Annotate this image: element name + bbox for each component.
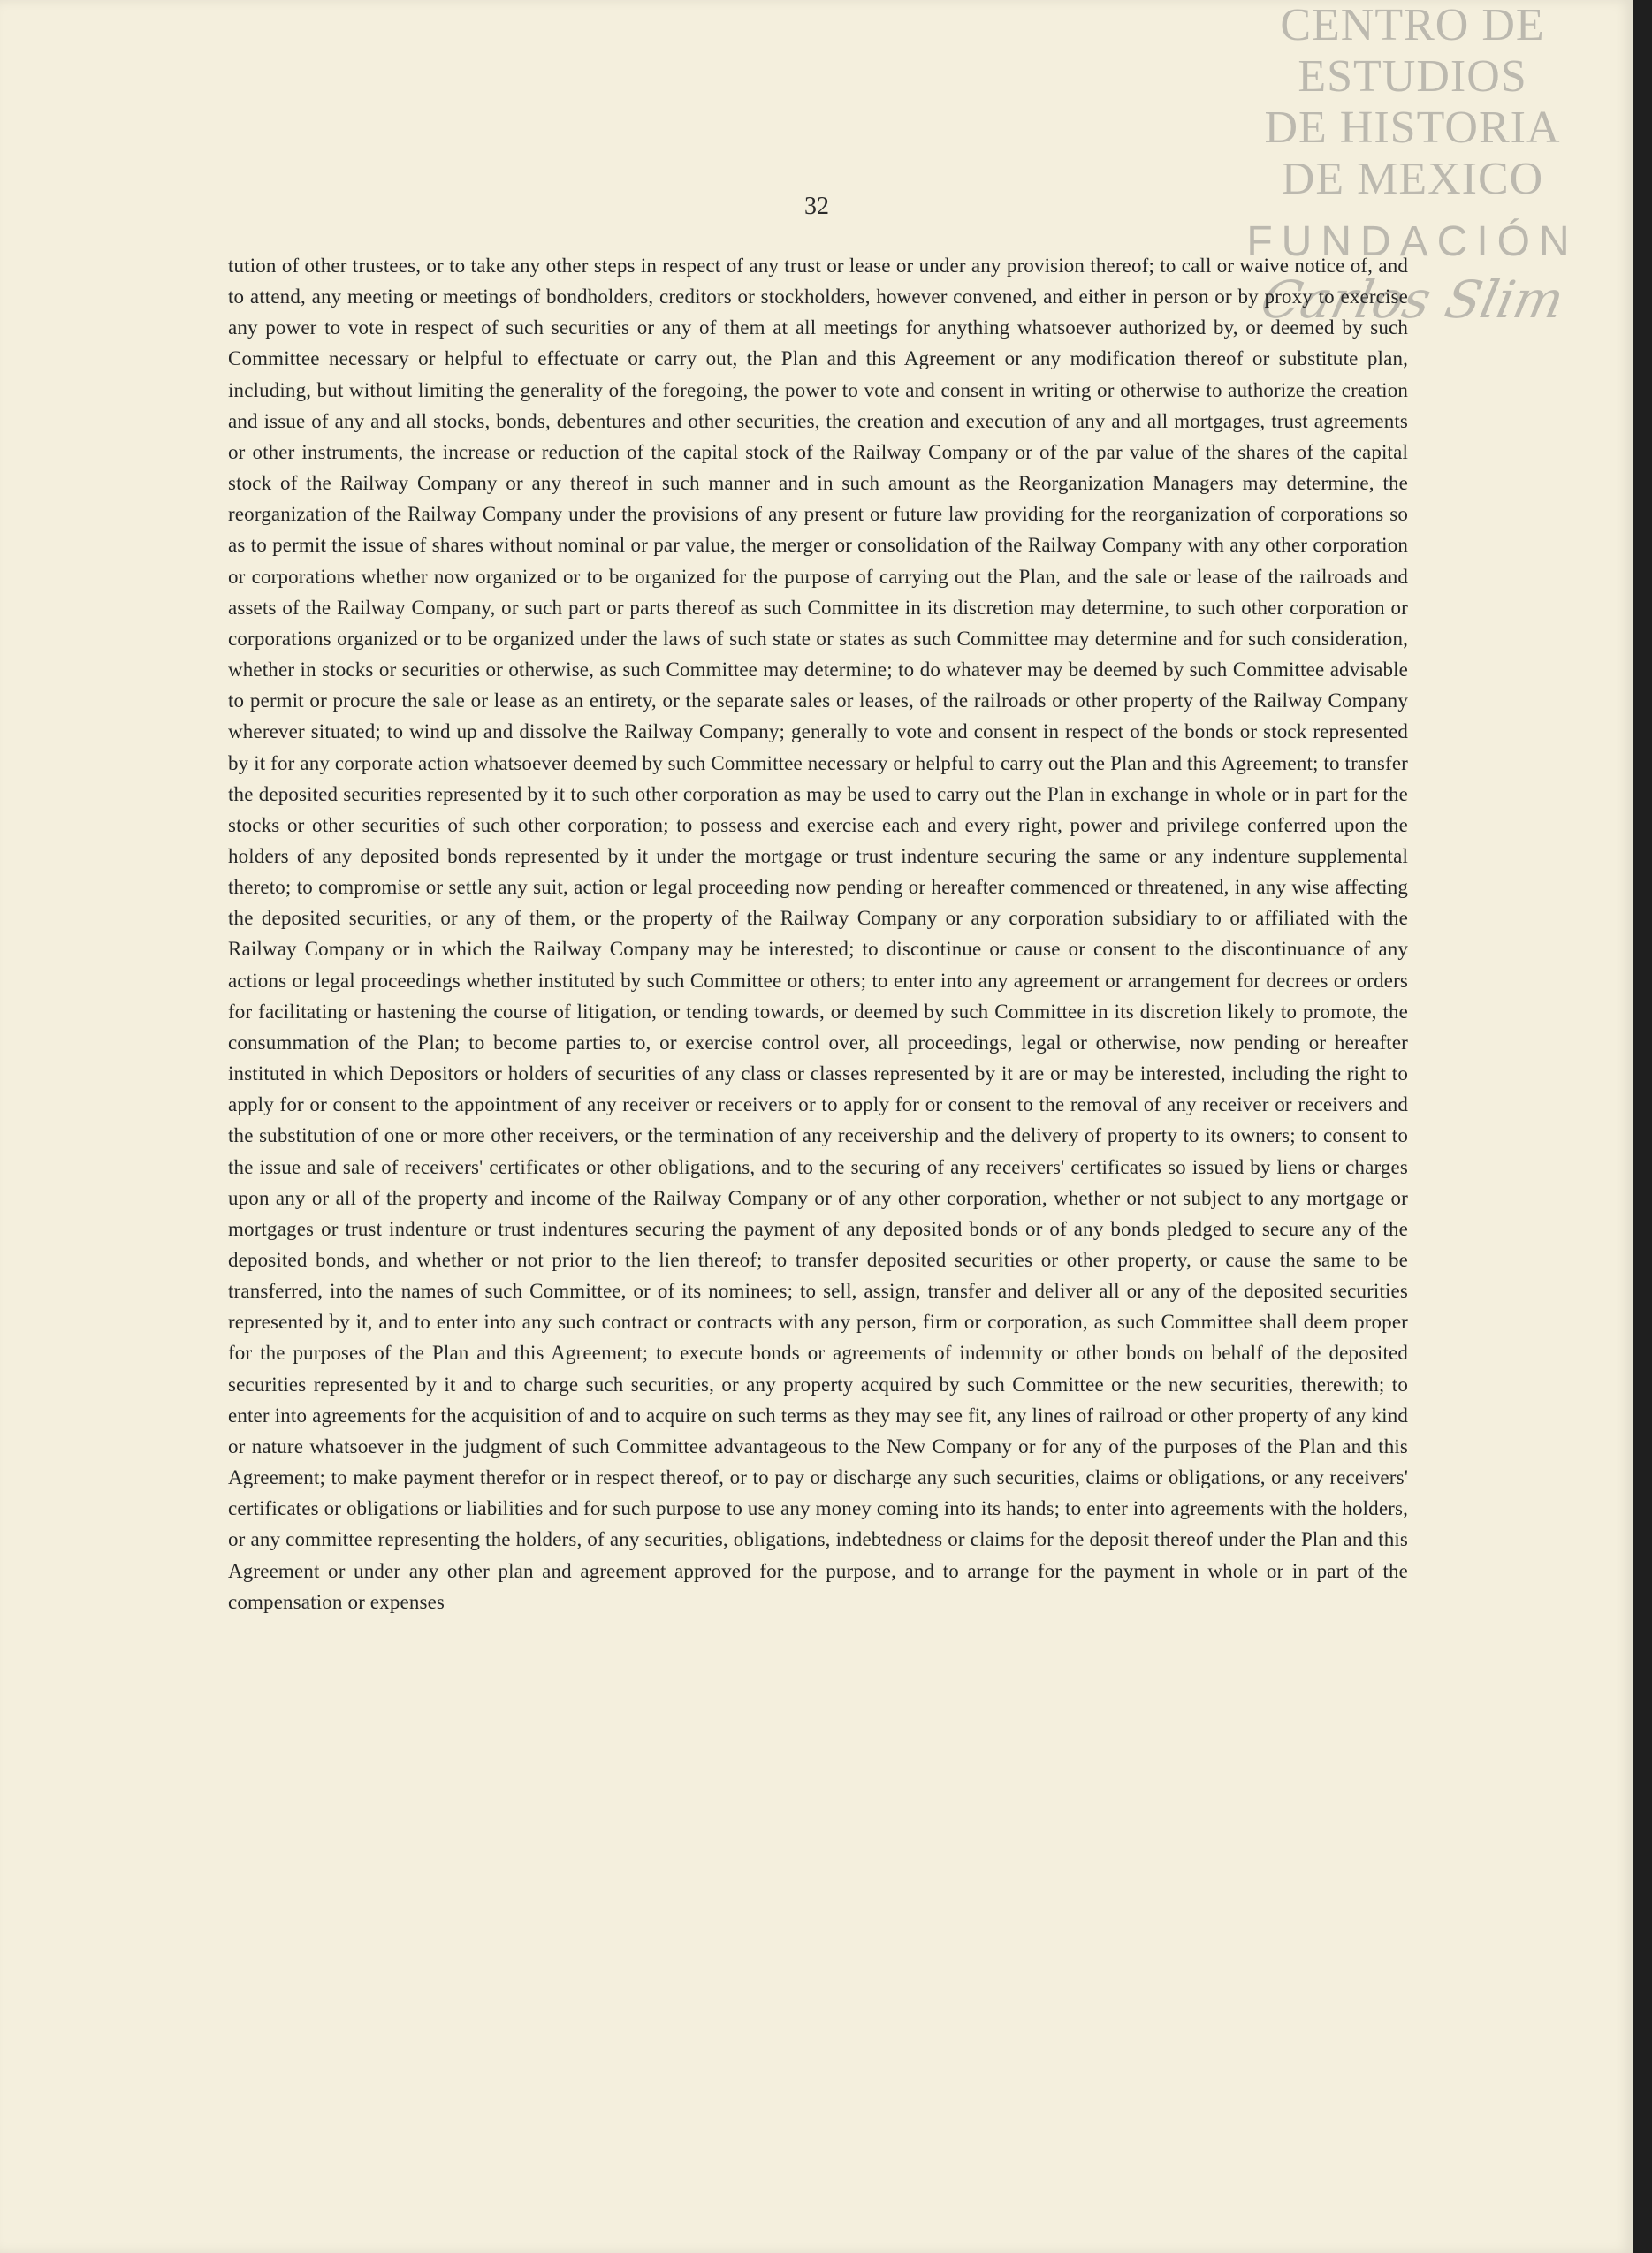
watermark-line-3: DE HISTORIA xyxy=(1264,103,1561,153)
watermark-line-2: ESTUDIOS xyxy=(1298,51,1527,102)
scan-edge xyxy=(1633,0,1652,2253)
watermark-line-1: CENTRO DE xyxy=(1280,0,1545,50)
watermark-signature: Carlos Slim xyxy=(1255,270,1570,330)
body-paragraph: tution of other trustees, or to take any other steps in respect of any trust or lease or under any provision thereof; to call or waive notice of, and to attend, any meeting or meetings of bondholders, creditors or stockholders, however convened, and either in person or by proxy to exercise any power to vote in respect of such securities or any of them at all meetings for anything whatsoever authorized by, or deemed by such Committee necessary or helpful to effectuate or carry out, the Plan and this Agreement or any modification thereof or substitute plan, including, but without limiting the generality of the foregoing, the power to vote and consent in writing or otherwise to authorize the creation and issue of any and all stocks, bonds, debentures and other securities, the creation and execution of any and all mortgages, trust agreements or other instruments, the increase or reduction of the capital stock of the Railway Company or of the par value of the shares of the capital stock of the Railway Company or any thereof in such manner and in such amount as the Reorganization Managers may determine, the reorganization of the Railway Company under the provisions of any present or future law providing for the reorganization of corporations so as to permit the issue of shares without nominal or par value, the merger or consolidation of the Railway Company with any other corporation or corporations whether now organized or to be organized for the purpose of carrying out the Plan, and the sale or lease of the railroads and assets of the Railway Company, or such part or parts thereof as such Committee in its discretion may determine, to such other corporation or corporations organized or to be organized under the laws of such state or states as such Committee may determine and for such consideration, whether in stocks or securities or otherwise, as such Committee may determine; to do whatever may be deemed by such Committee advisable to permit or procure the sale or lease as an entirety, or the separate sales or leases, of the railroads or other property of the Railway Company wherever situated; to wind up and dissolve the Railway Company; generally to vote and consent in respect of the bonds or stock represented by it for any corporate action whatsoever deemed by such Committee necessary or helpful to carry out the Plan and this Agreement; to transfer the deposited securities represented by it to such other corporation as may be used to carry out the Plan in exchange in whole or in part for the stocks or other securities of such other corporation; to possess and exercise each and every right, power and privilege conferred upon the holders of any deposited bonds represented by it under the mortgage or trust indenture securing the same or any indenture supplemental thereto; to compromise or settle any suit, action or legal proceeding now pending or hereafter commenced or threatened, in any wise affecting the deposited securities, or any of them, or the property of the Railway Company or any corporation subsidiary to or affiliated with the Railway Company or in which the Railway Company may be interested; to discontinue or cause or consent to the discontinuance of any actions or legal proceedings whether instituted by such Committee or others; to enter into any agreement or arrangement for decrees or orders for facilitating or hastening the course of litigation, or tending towards, or deemed by such Committee in its discretion likely to promote, the consummation of the Plan; to become parties to, or exercise control over, all proceedings, legal or otherwise, now pending or hereafter instituted in which Depositors or holders of securities of any class or classes represented by it are or may be interested, including the right to apply for or consent to the appointment of any receiver or receivers or to apply for or consent to the removal of any receiver or receivers and the substitution of one or more other receivers, or the termination of any receivership and the delivery of property to its owners; to consent to the issue and sale of receivers' certificates or other obligations, and to the securing of any receivers' certificates so issued by liens or charges upon any or all of the property and income of the Railway Company or of any other corporation, whether or not subject to any mortgage or mortgages or trust indenture or trust indentures securing the payment of any deposited bonds or of any bonds pledged to secure any of the deposited bonds, and whether or not prior to the lien thereof; to transfer deposited securities or other property, or cause the same to be transferred, into the names of such Committee, or of its nominees; to sell, assign, transfer and deliver all or any of the deposited securities represented by it, and to enter into any such contract or contracts with any person, firm or corporation, as such Committee shall deem proper for the purposes of the Plan and this Agreement; to execute bonds or agreements of indemnity or other bonds on behalf of the deposited securities represented by it and to charge such securities, or any property acquired by such Committee or the new securities, therewith; to enter into agreements for the acquisition of and to acquire on such terms as they may see fit, any lines of railroad or other property of any kind or nature whatsoever in the judgment of such Committee advantageous to the New Company or for any of the purposes of the Plan and this Agreement; to make payment therefor or in respect thereof, or to pay or discharge any such securities, claims or obligations, or any receivers' certificates or obligations or liabilities and for such purpose to use any money coming into its hands; to enter into agreements with the holders, or any committee representing the holders, of any securities, obligations, indebtedness or claims for the deposit thereof under the Plan and this Agreement or under any other plan and agreement approved for the purpose, and to arrange for the payment in whole or in part of the compensation or expenses xyxy=(228,255,1408,1613)
watermark-line-4: DE MEXICO xyxy=(1281,154,1544,204)
page-number: 32 xyxy=(804,193,829,220)
watermark-foundation: FUNDACIÓN xyxy=(1246,218,1579,265)
